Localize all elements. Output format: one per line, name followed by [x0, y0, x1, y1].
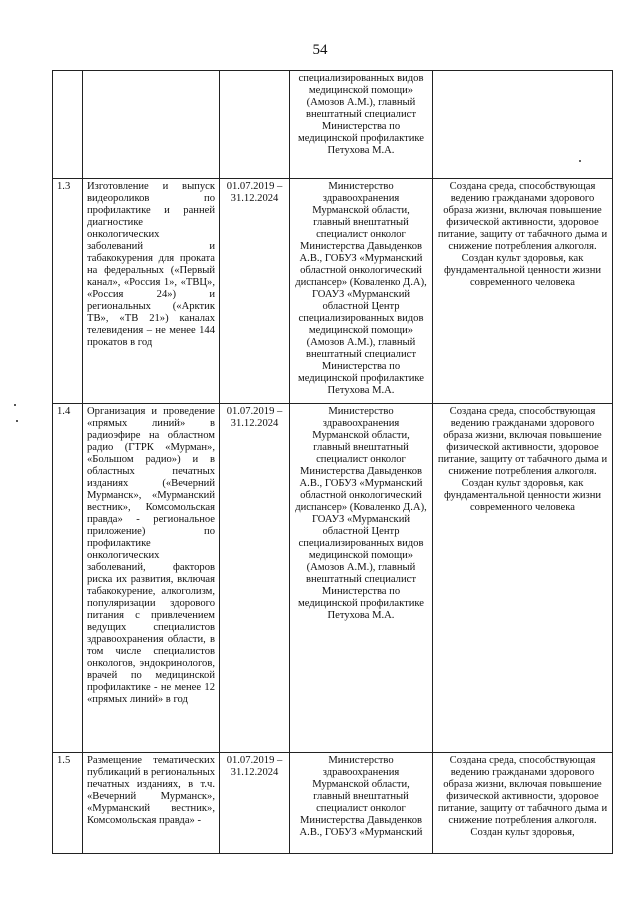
activity-term: 01.07.2019 – 31.12.2024: [220, 753, 290, 854]
activity-description: Организация и проведение «прямых линий» в радиоэфире на областном радио (ГТРК «Мурман», «Большом радио») и в областных печатных изданиях («Вечерний Мурманск», «Мурманский вестник», Комсомольская правда» - региональное приложение) по профилактике онкологических заболеваний, факторов риска их развития, включая табакокурение, алкоголизм, популяризации здорового питания с привлечением ведущих специалистов здравоохранения области, в том числе специалистов онкологов, эндокринологов, врачей по медицинской профилактике - не менее 12 «прямых линий» в год: [83, 404, 220, 753]
activity-responsible: специализированных видов медицинской помощи» (Амозов А.М.), главный внештатный специалист Министерства по медицинской профилактике Петухова М.А.: [290, 71, 433, 179]
activity-result: Создана среда, способствующая ведению гражданами здорового образа жизни, включая повышение физической активности, здоровое питание, защиту от табачного дыма и снижение потребления алкоголя. Создан культ здоровья, как фундаментальной ценности жизни современного человека: [433, 179, 613, 404]
activity-description: [83, 71, 220, 179]
row-number: [53, 71, 83, 179]
scan-speck: [579, 160, 581, 162]
scan-speck: [16, 420, 18, 422]
row-number: 1.4: [53, 404, 83, 753]
activity-result: Создана среда, способствующая ведению гражданами здорового образа жизни, включая повышение физической активности, здоровое питание, защиту от табачного дыма и снижение потребления алкоголя. Создан культ здоровья, как фундаментальной ценности жизни современного человека: [433, 404, 613, 753]
activity-table: [52, 70, 613, 854]
table-row: [53, 404, 613, 753]
scan-speck: [14, 404, 16, 406]
activity-description: Изготовление и выпуск видеороликов по профилактике и ранней диагностике онкологических заболеваний и табакокурения для проката на федеральных («Первый канал», «Россия 1», «ТВЦ», «Россия 24») и региональных («Арктик ТВ», «ТВ 21») каналах телевидения – не менее 144 прокатов в год: [83, 179, 220, 404]
activity-term: 01.07.2019 – 31.12.2024: [220, 179, 290, 404]
activity-term: [220, 71, 290, 179]
row-number: 1.3: [53, 179, 83, 404]
activity-result: Создана среда, способствующая ведению гражданами здорового образа жизни, включая повышение физической активности, здоровое питание, защиту от табачного дыма и снижение потребления алкоголя. Создан культ здоровья,: [433, 753, 613, 854]
activity-responsible: Министерство здравоохранения Мурманской области, главный внештатный специалист онколог Министерства Давыденков А.В., ГОБУЗ «Мурманский областной онкологический диспансер» (Коваленко Д.А), ГОАУЗ «Мурманский областной Центр специализированных видов медицинской помощи» (Амозов А.М.), главный внештатный специалист Министерства по медицинской профилактике Петухова М.А.: [290, 404, 433, 753]
table-row: [53, 753, 613, 854]
activity-description: Размещение тематических публикаций в региональных печатных изданиях, в т.ч. «Вечерний Мурманск», «Мурманский вестник», Комсомольская правда» -: [83, 753, 220, 854]
activity-responsible: Министерство здравоохранения Мурманской области, главный внештатный специалист онколог Министерства Давыденков А.В., ГОБУЗ «Мурманский: [290, 753, 433, 854]
table-row: [53, 179, 613, 404]
activity-responsible: Министерство здравоохранения Мурманской области, главный внештатный специалист онколог Министерства Давыденков А.В., ГОБУЗ «Мурманский областной онкологический диспансер» (Коваленко Д.А), ГОАУЗ «Мурманский областной Центр специализированных видов медицинской помощи» (Амозов А.М.), главный внештатный специалист Министерства по медицинской профилактике Петухова М.А.: [290, 179, 433, 404]
page-number: 54: [312, 42, 328, 58]
activity-result: [433, 71, 613, 179]
activity-term: 01.07.2019 – 31.12.2024: [220, 404, 290, 753]
row-number: 1.5: [53, 753, 83, 854]
table-row: [53, 71, 613, 179]
